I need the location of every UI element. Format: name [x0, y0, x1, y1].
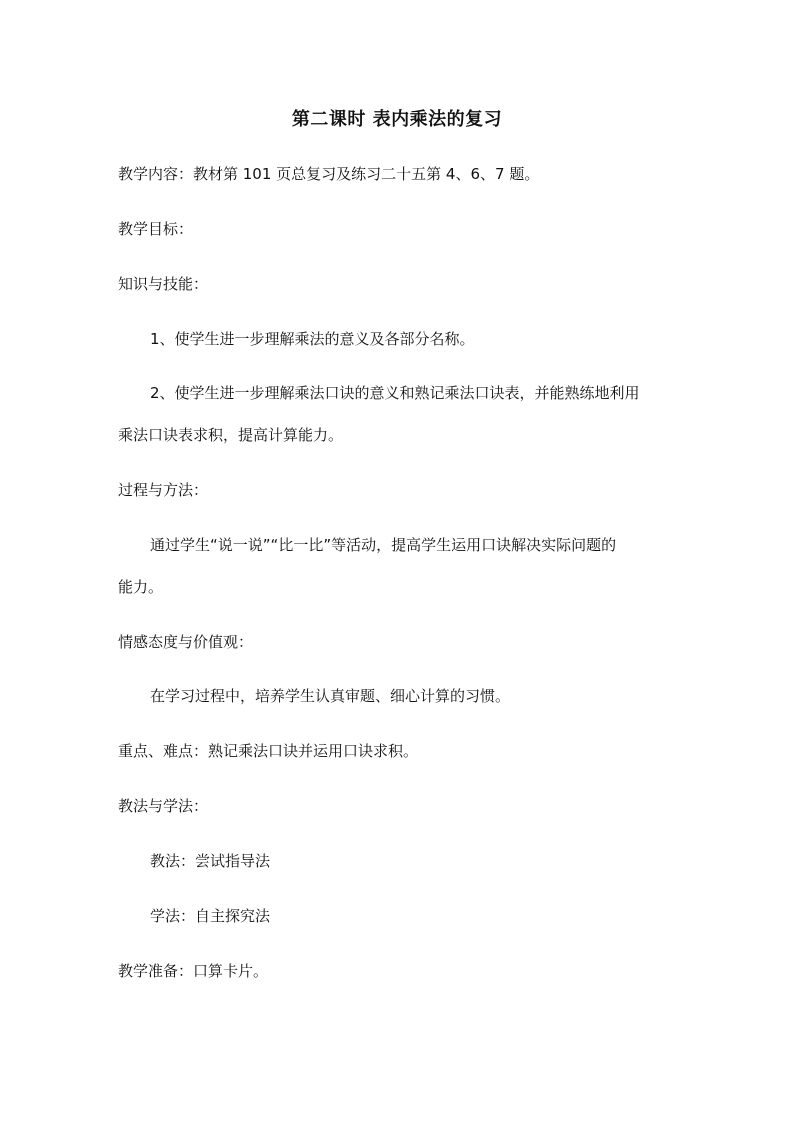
teaching-method: 教法：尝试指导法: [150, 852, 271, 870]
process-method-heading: 过程与方法：: [118, 481, 209, 499]
key-difficult-points: 重点、难点：熟记乘法口诀并运用口诀求积。: [118, 742, 419, 760]
goal-item-2-line-2: 乘法口诀表求积，提高计算能力。: [118, 426, 344, 444]
process-method-text-line-2: 能力。: [118, 578, 164, 596]
teaching-preparation: 教学准备：口算卡片。: [118, 962, 269, 980]
learning-method: 学法：自主探究法: [150, 907, 271, 925]
document-title: 第二课时 表内乘法的复习: [291, 109, 503, 130]
knowledge-skills-heading: 知识与技能：: [118, 275, 209, 293]
teaching-content-line: 教学内容：教材第 101 页总复习及练习二十五第 4、6、7 题。: [118, 165, 540, 183]
emotion-values-heading: 情感态度与价值观：: [118, 633, 254, 651]
teaching-goals-heading: 教学目标：: [118, 220, 194, 238]
process-method-text-line-1: 通过学生“说一说”“比一比”等活动，提高学生运用口诀解决实际问题的: [150, 536, 617, 554]
emotion-values-text: 在学习过程中，培养学生认真审题、细心计算的习惯。: [150, 687, 511, 705]
goal-item-1: 1、使学生进一步理解乘法的意义及各部分名称。: [150, 330, 475, 348]
goal-item-2-line-1: 2、使学生进一步理解乘法口诀的意义和熟记乘法口诀表，并能熟练地利用: [150, 384, 640, 402]
teaching-learning-methods-heading: 教法与学法：: [118, 797, 209, 815]
